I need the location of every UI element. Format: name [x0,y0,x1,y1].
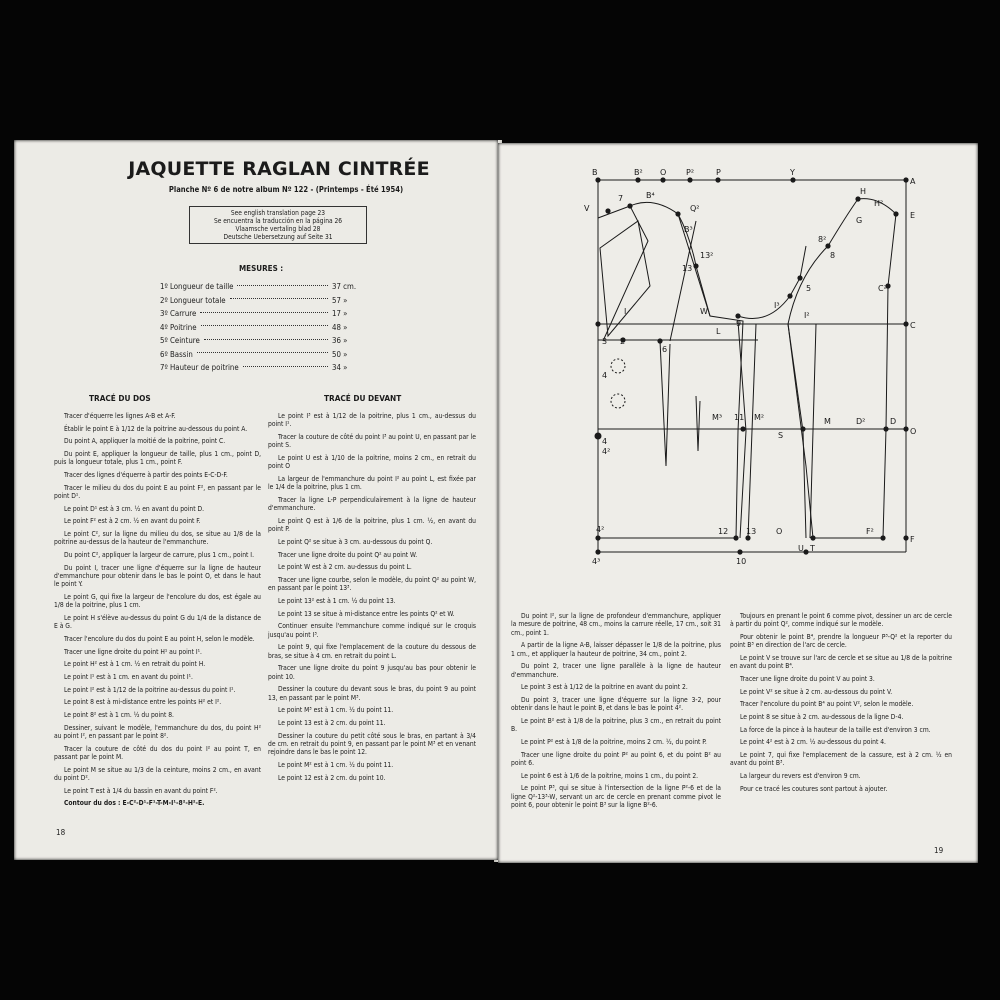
page-number: 19 [934,846,944,855]
instruction-paragraph: Le point 8 est à mi-distance entre les points H² et I². [64,698,222,707]
instruction-paragraph: Le point T est à 1/4 du bassin en avant du point F². [64,786,218,795]
instruction-paragraph: Le point M³ est à 1 cm. ½ du point 11. [278,706,394,715]
svg-text:O: O [660,168,667,177]
svg-text:11: 11 [734,413,745,422]
instruction-paragraph: Le point B² est à 1/8 de la poitrine, plus 3 cm., en retrait du point B. [511,716,721,734]
instruction-paragraph: Tracer l'encolure du dos du point E au point H, selon le modèle. [64,635,255,644]
instruction-paragraph: Tracer la couture de côté du dos du point I² au point T, en passant par le point M. [54,744,261,762]
svg-text:3: 3 [602,337,608,346]
translation-box [189,206,367,244]
instruction-paragraph: Dessiner la couture du devant sous le bras, du point 9 au point 13, en passant par le point M³. [268,685,476,702]
svg-text:7: 7 [618,194,624,203]
instruction-paragraph: Le point 6 est à 1/6 de la poitrine, moins 1 cm., du point 2. [521,771,699,780]
measure-row [160,334,380,348]
leader-dots [204,339,328,340]
instruction-paragraph: Le point F² est à 2 cm. ½ en avant du point F. [64,517,201,526]
instruction-paragraph: A partir de la ligne A-B, laisser dépasser le 1/8 de la poitrine, plus 1 cm., et appliquer la hauteur de poitrine, 34 cm., point 2. [511,641,721,658]
instruction-paragraph: Le point D¹ est à 3 cm. ½ en avant du point D. [64,504,205,513]
measure-value: 34 » [332,363,348,373]
instruction-paragraph: Le point 13 est à 2 cm. du point 11. [278,718,386,727]
svg-text:C: C [910,321,916,330]
instruction-paragraph: Du point I², sur la ligne de profondeur d'emmanchure, appliquer la mesure de poitrine, 48 cm., moins la carrure réelle, 17 cm., soit 31 cm., point 1. [511,612,721,637]
measure-row [160,361,380,375]
instruction-paragraph: Dessiner la couture du petit côté sous le bras, en partant à 3/4 de cm. en retrait du point 9, en passant par le point M³ et en venant rejoindre dans le bas le point 12. [268,731,476,757]
svg-text:13: 13 [682,264,693,273]
instruction-paragraph: Pour obtenir le point B⁴, prendre la longueur P³-Q² et la reporter du point B³ en direction de l'arc de cercle. [730,632,952,650]
svg-text:H: H [860,187,867,196]
svg-text:8²: 8² [818,235,827,244]
leader-dots [200,312,328,313]
svg-text:13: 13 [746,527,757,536]
svg-text:5: 5 [806,284,812,293]
measure-value: 36 » [332,336,348,346]
instruction-paragraph: Du point C², appliquer la largeur de carrure, plus 1 cm., point I. [64,551,254,560]
measure-row [160,280,380,294]
page-number: 18 [56,828,66,837]
instruction-paragraph: Pour ce tracé les coutures sont partout à ajouter. [740,784,888,793]
svg-text:12: 12 [718,527,729,536]
instruction-paragraph: Le point W est à 2 cm. au-dessus du point L. [278,563,412,572]
translation-line: See english translation page 23 [230,209,326,217]
instruction-paragraph: Tracer la ligne L-P perpendiculairement à la ligne de hauteur d'emmanchure. [268,495,476,513]
right-instructions-1 [511,612,721,814]
instruction-paragraph: Tracer l'encolure du point B⁴ au point V², selon le modèle. [740,700,914,709]
left-page [14,140,498,860]
svg-text:4³: 4³ [592,557,601,566]
instruction-paragraph: Le point I³ est à 1/12 de la poitrine, plus 1 cm., au-dessus du point I¹. [268,412,476,429]
measure-row [160,307,380,321]
instruction-paragraph: Tracer d'équerre les lignes A-B et A-F. [64,412,176,420]
pattern-svg [578,166,928,566]
instruction-paragraph: Le point M² est à 1 cm. ½ du point 11. [278,760,394,769]
translation-line: Deutsche Uebersetzung auf Seite 31 [223,233,333,241]
instruction-paragraph: Toujours en prenant le point 6 comme pivot, dessiner un arc de cercle à partir du point Q², comme indiqué sur le modèle. [730,612,952,629]
instruction-paragraph: Du point 2, tracer une ligne parallèle à la ligne de hauteur d'emmanchure. [511,662,721,679]
leader-dots [243,366,328,367]
svg-text:F: F [910,535,915,544]
instruction-paragraph: Du point I, tracer une ligne d'équerre sur la ligne de hauteur d'emmanchure pour obtenir dans le bas le point O, et dans le haut le point Y. [54,563,261,589]
measure-value: 57 » [332,295,348,305]
leader-dots [201,325,328,326]
measures-heading: MESURES : [239,264,284,273]
instruction-paragraph: Le point H s'élève au-dessus du point G du 1/4 de la distance de E à G. [54,614,261,631]
instruction-paragraph: Tracer une ligne droite du point H¹ au point I¹. [64,647,202,656]
instruction-paragraph: Tracer une ligne droite du point P² au point 6, et du point B² au point 6. [511,750,721,767]
measure-value: 17 » [332,309,348,319]
svg-text:U: U [798,544,804,553]
svg-text:G: G [856,216,863,225]
instruction-paragraph: Du point E, appliquer la longueur de taille, plus 1 cm., point D, puis la longueur totale, plus 1 cm., point F. [54,450,261,467]
svg-text:S: S [778,431,784,440]
instruction-paragraph: Le point I² est à 1/12 de la poitrine au-dessus du point I¹. [64,685,236,694]
instruction-paragraph: Contour du dos : E-C²-D¹-F¹-T-M-I¹-8²-H²-E. [64,799,205,808]
svg-text:M: M [824,417,831,426]
svg-text:4²: 4² [596,525,605,534]
front-heading: TRACÉ DU DEVANT [324,393,402,403]
translation-line: Se encuentra la traducción en la página 26 [213,217,343,225]
right-instructions-2 [730,612,952,797]
svg-text:4: 4 [602,437,608,446]
instruction-paragraph: Le point 12 est à 2 cm. du point 10. [278,773,386,782]
measure-row [160,321,380,335]
instruction-paragraph: Le point V² se situe à 2 cm. au-dessous du point V. [740,687,893,696]
instruction-paragraph: Le point U est à 1/10 de la poitrine, moins 2 cm., en retrait du point O [268,453,476,471]
svg-text:O: O [776,527,783,536]
measure-label: 1º Longueur de taille [160,282,234,292]
measure-label: 4º Poitrine [160,322,197,332]
svg-text:M²: M² [754,413,765,422]
measure-label: 5º Ceinture [160,336,200,346]
svg-text:9: 9 [736,319,742,328]
leader-dots [230,298,328,299]
instruction-paragraph: Le point G, qui fixe la largeur de l'encolure du dos, est égale au 1/8 de la poitrine, plus 1 cm. [54,593,261,610]
instruction-paragraph: Le point I¹ est à 1 cm. en avant du point I¹. [64,673,193,682]
svg-text:13²: 13² [700,251,714,260]
instruction-paragraph: Le point V se trouve sur l'arc de cercle et se situe au 1/8 de la poitrine en avant du point B⁴. [730,653,952,671]
instruction-paragraph: La force de la pince à la hauteur de la taille est d'environ 3 cm. [740,725,931,734]
svg-text:A: A [910,177,916,186]
svg-text:8: 8 [830,251,836,260]
svg-text:B⁴: B⁴ [646,191,655,200]
leader-dots [197,352,328,353]
svg-text:C²: C² [878,284,887,293]
instruction-paragraph: Du point 3, tracer une ligne d'équerre sur la ligne 3-2, pour obtenir dans le haut le point B, et dans le bas le point 4². [511,695,721,713]
svg-text:10: 10 [736,557,747,566]
instruction-paragraph: Le point P³, qui se situe à l'intersection de la ligne P²-6 et de la ligne Q²-13³-W, servant un arc de cercle en prenant comme pivot le point 6, pour obtenir le point B³ sur la ligne B²-6. [511,784,721,809]
svg-text:2: 2 [620,337,626,346]
svg-text:D²: D² [856,417,866,426]
instruction-paragraph: Le point 13² est à 1 cm. ½ du point 13. [278,596,396,605]
instruction-paragraph: Continuer ensuite l'emmanchure comme indiqué sur le croquis jusqu'au point I³. [268,622,476,639]
svg-text:H²: H² [874,199,884,208]
svg-text:F²: F² [866,527,874,536]
svg-text:P²: P² [686,168,695,177]
svg-text:T: T [810,544,815,553]
instruction-paragraph: La largeur du revers est d'environ 9 cm. [740,772,861,781]
page-title: JAQUETTE RAGLAN CINTRÉE [128,158,430,180]
instruction-paragraph: Tracer une ligne droite du point 9 jusqu'au bas pour obtenir le point 10. [268,664,476,681]
instruction-paragraph: Le point M se situe au 1/3 de la ceinture, moins 2 cm., en avant du point D². [54,765,261,783]
measure-value: 48 » [332,322,348,332]
instruction-paragraph: Tracer des lignes d'équerre à partir des points E-C-D-F. [64,471,228,480]
front-instructions [268,412,476,786]
instruction-paragraph: Le point Q² se situe à 3 cm. au-dessous du point Q. [278,537,433,546]
instruction-paragraph: Le point H² est à 1 cm. ½ en retrait du point H. [64,660,206,669]
svg-text:B²: B² [634,168,643,177]
svg-text:6: 6 [662,345,668,354]
svg-text:D: D [890,417,897,426]
instruction-paragraph: Le point 8 se situe à 2 cm. au-dessous de la ligne D-4. [740,713,904,722]
page-subtitle: Planche Nº 6 de notre album Nº 122 - (Printemps - Été 1954) [168,185,404,194]
instruction-paragraph: Le point 7, qui fixe l'emplacement de la cassure, est à 2 cm. ½ en avant du point B³. [730,751,952,768]
instruction-paragraph: Tracer une ligne droite du point V au point 3. [740,674,875,683]
instruction-paragraph: Le point 4² est à 2 cm. ½ au-dessous du point 4. [740,738,886,747]
instruction-paragraph: Dessiner, suivant le modèle, l'emmanchure du dos, du point H² au point I², en passant par le point 8². [54,723,261,741]
instruction-paragraph: Le point 8² est à 1 cm. ½ du point 8. [64,711,174,720]
svg-text:B³: B³ [684,225,693,234]
svg-text:E: E [910,211,916,220]
svg-text:P: P [716,168,721,177]
measure-value: 37 cm. [332,282,357,292]
measure-row [160,294,380,308]
instruction-paragraph: Tracer le milieu du dos du point E au point F², en passant par le point D¹. [54,483,261,501]
measure-label: 7º Hauteur de poitrine [160,363,239,373]
back-instructions [54,412,261,812]
translation-line: Vlaamsche vertaling blad 28 [235,225,321,233]
svg-text:L: L [716,327,721,336]
svg-text:I²: I² [804,311,810,320]
instruction-paragraph: Tracer la couture de côté du point I³ au point U, en passant par le point S. [268,432,476,450]
instruction-paragraph: Le point P² est à 1/8 de la poitrine, moins 2 cm. ½, du point P. [521,737,707,746]
measure-row [160,348,380,362]
svg-text:4: 4 [602,371,608,380]
pattern-label: B [592,168,598,177]
measure-label: 3º Carrure [160,309,197,319]
measures-list [160,280,380,375]
svg-text:4²: 4² [602,447,611,456]
svg-text:I: I [624,307,627,316]
instruction-paragraph: La largeur de l'emmanchure du point I² au point L, est fixée par le 1/4 de la poitrine, plus 1 cm. [268,474,476,492]
instruction-paragraph: Tracer une ligne courbe, selon le modèle, du point Q² au point W, en passant par le point 13³. [268,575,476,593]
measure-label: 2º Longueur totale [160,295,226,305]
svg-text:O: O [910,427,917,436]
back-heading: TRACÉ DU DOS [89,393,151,403]
instruction-paragraph: Tracer une ligne droite du point Q² au point W. [278,550,418,559]
measure-value: 50 » [332,349,348,359]
svg-text:Y: Y [790,168,795,177]
svg-text:W: W [700,307,708,316]
svg-text:I³: I³ [774,301,780,310]
instruction-paragraph: Le point 13 se situe à mi-distance entre les points Q² et W. [278,609,455,618]
instruction-paragraph: Le point C², sur la ligne du milieu du dos, se situe au 1/8 de la poitrine au-dessus de la hauteur de l'emmanchure. [54,530,261,547]
instruction-paragraph: Du point A, appliquer la moitié de la poitrine, point C. [64,437,226,446]
svg-text:Q²: Q² [690,204,700,213]
svg-text:M³: M³ [712,413,723,422]
svg-text:V: V [584,204,590,213]
instruction-paragraph: Le point Q est à 1/6 de la poitrine, plus 1 cm. ½, en avant du point P. [268,516,476,534]
measure-label: 6º Bassin [160,349,193,359]
leader-dots [237,285,328,286]
instruction-paragraph: Établir le point E à 1/12 de la poitrine au-dessous du point A. [64,424,248,433]
instruction-paragraph: Le point 3 est à 1/12 de la poitrine en avant du point 2. [521,683,688,692]
pattern-diagram [578,166,928,566]
instruction-paragraph: Le point 9, qui fixe l'emplacement de la couture du dessous de bras, se situe à 4 cm. en retrait du point L. [268,643,476,660]
